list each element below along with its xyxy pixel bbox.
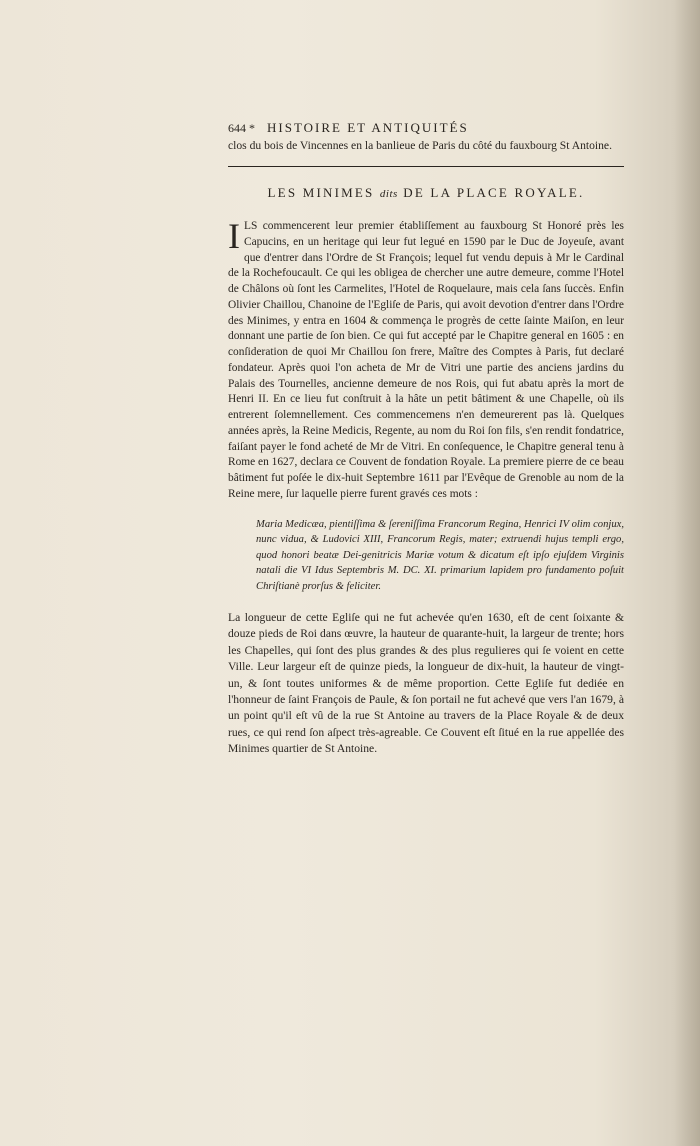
paragraph-1 (228, 216, 624, 503)
running-head (228, 119, 624, 137)
section-title-part1: LES MINIMES (267, 185, 375, 200)
drop-cap: I (228, 216, 240, 256)
inscription-quote: Maria Medicæa, pientiſſima & ſereniſſima Francorum Regina, Henrici IV olim conjux, nunc vidua, & Ludovici XIII, Francorum Regis, mater; extruendi hujus templi ergo, quod honori beatæ Dei-genitricis Mariæ votum & dicatum eſt ipſo ejuſdem Virginis natali die VI Idus Septembris M. DC. XI. primarium lapidem pro fundamento poſuit Chriſtianè prorſus & feliciter. (256, 518, 624, 592)
section-title (228, 184, 624, 203)
paragraph-1-text: LS commencerent leur premier établiſſement au fauxbourg St Honoré près les Capucins, en un heritage qui leur fut legué en 1590 par le Duc de Joyeuſe, avant que d'entrer dans l'Ordre de St François; lequel fut vendu depuis à Mr le Cardinal de la Rochefoucault. Ce qui les obligea de chercher une autre demeure, comme l'Hotel de Châlons où ſont les Carmelites, l'Hotel de Roquelaure, mais cela ſans ſuccès. Enfin Olivier Chaillou, Chanoine de l'Egliſe de Paris, qui avoit devotion d'entrer dans l'Ordre des Minimes, y entra en 1604 & commença le progrès de cette ſainte Maiſon, en leur donnant une partie de ſon bien. Ce qui fut accepté par le Chapitre general en 1605 : en conſideration de quoi Mr Chaillou ſon frere, Maître des Comptes à Paris, fut declaré fondateur. Après quoi l'on acheta de Mr de Vitri une partie des anciens jardins du Palais des Tournelles, ancienne demeure de nos Rois, qui fut abatu après la mort de Henri II. En ce lieu fut conſtruit à la hâte un petit bâtiment & une Chapelle, où ils entrerent ſolemnellement. Ces commencemens n'en demeurerent pas là. Quelques années après, la Reine Medicis, Regente, au nom du Roi ſon fils, s'en rendit fondatrice, faiſant payer le fond acheté de Mr de Vitri. En conſequence, le Chapitre general tenu à Rome en 1627, declara ce Couvent de fondation Royale. La premiere pierre de ce beau bâtiment fut poſée le dix-huit Septembre 1611 par l'Evêque de Grenoble au nom de la Reine mere, ſur laquelle pierre furent gravés ces mots : (228, 220, 624, 500)
paragraph-2: La longueur de cette Egliſe qui ne fut achevée qu'en 1630, eſt de cent ſoixante & douze pieds de Roi dans œuvre, la hauteur de quarante-huit, la largeur de trente; hors les Chapelles, qui ſont des plus grandes & des plus regulieres qui ſe voient en cette Ville. Leur largeur eſt de quinze pieds, la longueur de dix-huit, la hauteur de vingt-un, & ſont toutes uniformes & de même proportion. Cette Egliſe fut dediée en l'honneur de ſaint François de Paule, & ſon portail ne fut achevé que vers l'an 1679, à un point qu'il eſt vû de la rue St Antoine au travers de la Place Royale & de deux rues, ce qui rend ſon aſpect très-agreable. Ce Couvent eſt ſitué en la rue appellée des Minimes quartier de St Antoine. (228, 611, 624, 756)
running-title: HISTOIRE ET ANTIQUITÉS (267, 120, 469, 135)
text-block (228, 119, 624, 758)
carry-over-text: clos du bois de Vincennes en la banlieue de Paris du côté du fauxbourg St Antoine. (228, 139, 612, 152)
section-title-small: dits (379, 188, 398, 200)
section-divider (228, 166, 624, 167)
page-number: 644 * (228, 121, 255, 135)
section-title-part2: DE LA PLACE ROYALE. (403, 185, 585, 200)
